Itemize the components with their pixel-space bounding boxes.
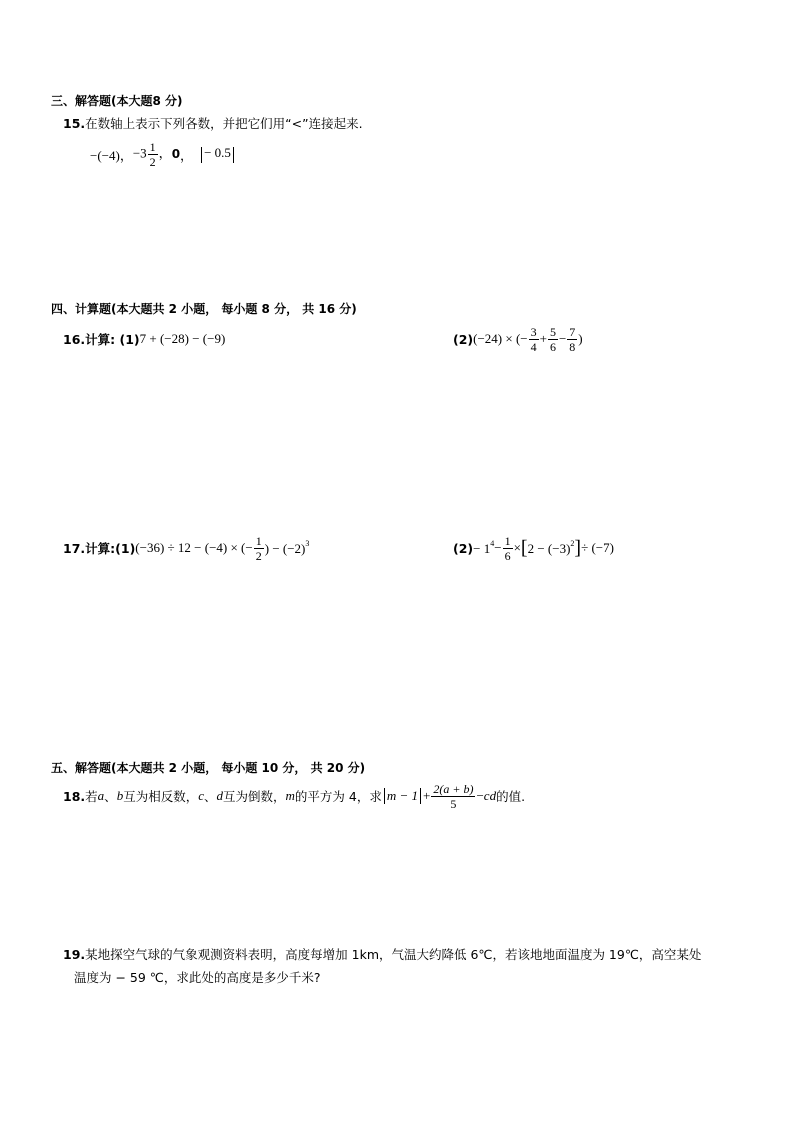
- var-c: c: [198, 788, 204, 803]
- question-19-number: 19.: [63, 947, 86, 962]
- question-16-part-1: [63, 330, 225, 348]
- text: 、: [104, 789, 117, 804]
- section-3-header: 三、解答题(本大题8 分): [51, 94, 183, 108]
- comma: ，: [158, 144, 172, 160]
- part-2-label: (2): [453, 540, 474, 556]
- number-neg-neg-4: −(−4)，: [90, 147, 133, 163]
- question-17-number: 17.: [63, 540, 86, 556]
- operator-times: ×: [513, 540, 521, 555]
- text: 互为相反数，: [123, 789, 199, 804]
- abs-bar-left: [384, 788, 385, 804]
- var-cd: cd: [483, 788, 497, 803]
- operator-minus: −: [558, 331, 567, 346]
- var-a: a: [97, 788, 105, 803]
- term-base: − 1: [473, 541, 491, 556]
- fraction-1-2: [254, 534, 264, 563]
- fraction-numerator: 1: [504, 533, 511, 548]
- left-bracket: [: [520, 537, 528, 559]
- fraction-denominator: 2: [149, 154, 156, 169]
- question-19-line-2: 温度为 − 59 ℃，求此处的高度是多少千米?: [74, 970, 321, 985]
- question-16-part-2: [453, 322, 583, 356]
- question-15-number: 15.: [63, 116, 86, 131]
- question-16-label: 计算: (1): [85, 332, 140, 347]
- question-17-label: 计算:(1): [85, 541, 136, 556]
- fraction-numerator: 3: [530, 324, 537, 339]
- abs-bar-right: [233, 147, 234, 163]
- question-15: [63, 114, 363, 132]
- text: 互为倒数，: [223, 789, 286, 804]
- fraction-denominator: 6: [504, 548, 511, 563]
- question-17-part-1: [63, 531, 309, 565]
- question-18-number: 18.: [63, 788, 86, 804]
- question-17-part-2: [453, 531, 614, 565]
- text: 的平方为 4，求: [294, 789, 382, 804]
- fraction-denominator: 4: [530, 339, 537, 354]
- exponent: 2: [570, 539, 575, 548]
- fraction-numerator: 2(a + b): [433, 781, 474, 796]
- number-abs-neg-0-5: [199, 145, 236, 162]
- exponent: 3: [305, 539, 310, 548]
- text: 的值.: [496, 789, 526, 804]
- fraction-1-6: [503, 534, 513, 563]
- mixed-fraction: [148, 140, 158, 169]
- text: 、: [203, 789, 217, 804]
- abs-bar-left: [201, 147, 202, 163]
- fraction-2ab-5: [431, 782, 475, 811]
- term-neg-1-pow-4: [473, 539, 494, 557]
- abs-content: m − 1: [386, 788, 419, 803]
- question-15-text: 在数轴上表示下列各数，并把它们用“<”连接起来.: [85, 116, 363, 131]
- bracket-content: [528, 539, 575, 557]
- comma: ，: [180, 147, 194, 163]
- fraction-7-8: [567, 325, 577, 354]
- expr-end: ): [578, 331, 583, 346]
- question-18: [63, 778, 525, 814]
- question-15-numbers: [90, 136, 236, 172]
- abs-bar-right: [420, 788, 421, 804]
- var-m: m: [285, 788, 295, 803]
- fraction-denominator: 6: [549, 339, 556, 354]
- number-zero: 0: [171, 147, 181, 161]
- section-5-header: 五、解答题(本大题共 2 小题， 每小题 10 分， 共 20 分): [51, 761, 366, 775]
- expr-start: (−24) × (−: [473, 331, 528, 346]
- mixed-whole: −3: [132, 144, 147, 160]
- operator-minus: −: [494, 540, 502, 555]
- expr-end-text: ) − (−2): [264, 541, 306, 556]
- fraction-5-6: [548, 325, 558, 354]
- expr-start: (−36) ÷ 12 − (−4) × (−: [135, 540, 253, 555]
- fraction-numerator: 1: [149, 139, 156, 154]
- question-19-text-1: 某地探空气球的气象观测资料表明，高度每增加 1km，气温大约降低 6℃，若该地地面温度为 19℃，高空某处: [85, 947, 702, 962]
- operator-minus: −: [476, 788, 484, 803]
- section-4-header: 四、计算题(本大题共 2 小题， 每小题 8 分， 共 16 分): [51, 302, 357, 316]
- abs-content: − 0.5: [204, 145, 231, 161]
- bracket-text: 2 − (−3): [527, 541, 571, 556]
- question-16-expression-1: 7 + (−28) − (−9): [139, 331, 226, 346]
- text: 若: [85, 789, 98, 804]
- fraction-3-4: [529, 325, 539, 354]
- var-d: d: [216, 788, 223, 803]
- fraction-denominator: 5: [450, 796, 457, 811]
- question-16-number: 16.: [63, 331, 86, 347]
- number-mixed-fraction: [133, 140, 172, 169]
- exponent: 4: [490, 539, 495, 548]
- fraction-denominator: 2: [255, 548, 262, 563]
- fraction-numerator: 7: [569, 324, 576, 339]
- expr-end: ÷ (−7): [581, 540, 614, 555]
- part-2-label: (2): [453, 331, 474, 347]
- right-bracket: ]: [574, 537, 582, 559]
- fraction-numerator: 5: [549, 324, 556, 339]
- question-19-line-1: [63, 945, 701, 963]
- operator-plus: +: [423, 788, 431, 803]
- fraction-denominator: 8: [569, 339, 576, 354]
- fraction-numerator: 1: [255, 533, 262, 548]
- var-b: b: [116, 788, 124, 803]
- operator-plus: +: [539, 331, 547, 346]
- expr-end: [265, 539, 310, 557]
